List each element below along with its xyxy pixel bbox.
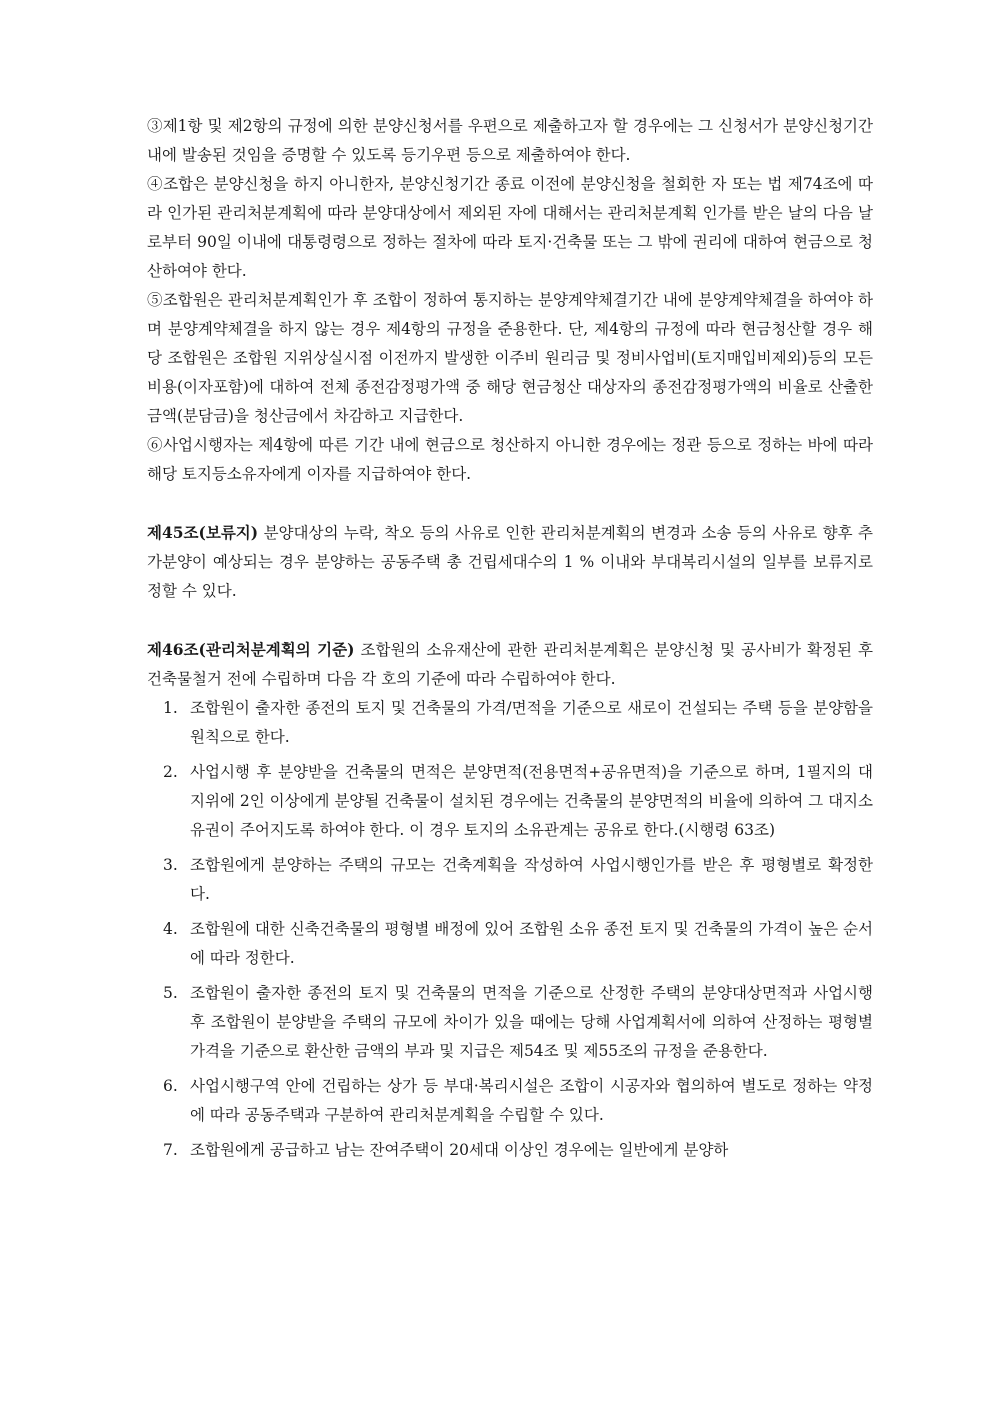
item-text: 조합원에게 분양하는 주택의 규모는 건축계획을 작성하여 사업시행인가를 받은 후 평형별로 확정한다. [190, 856, 873, 903]
article-46 [147, 635, 873, 694]
item-number: 3. [163, 856, 178, 874]
article-45 [147, 518, 873, 606]
clause-3: ③제1항 및 제2항의 규정에 의한 분양신청서를 우편으로 제출하고자 할 경우에는 그 신청서가 분양신청기간 내에 발송된 것임을 증명할 수 있도록 등기우편 등으로 제출하여야 한다. [147, 117, 873, 164]
list-item [147, 851, 873, 909]
list-item [147, 979, 873, 1066]
list-item [147, 1136, 873, 1165]
item-text: 조합원이 출자한 종전의 토지 및 건축물의 가격/면적을 기준으로 새로이 건설되는 주택 등을 분양함을 원칙으로 한다. [190, 699, 873, 746]
item-number: 7. [163, 1141, 178, 1159]
document-page [147, 112, 873, 1171]
clause-4: ④조합은 분양신청을 하지 아니한자, 분양신청기간 종료 이전에 분양신청을 철회한 자 또는 법 제74조에 따라 인가된 관리처분계획에 따라 분양대상에서 제외된 자에 대해서는 관리처분계획 인가를 받은 날의 다음 날로부터 90일 이내에 대통령령으로 정하는 절차에 따라 토지·건축물 또는 그 밖에 권리에 대하여 현금으로 청산하여야 한다. [147, 175, 873, 280]
item-text: 조합원이 출자한 종전의 토지 및 건축물의 면적을 기준으로 산정한 주택의 분양대상면적과 사업시행 후 조합원이 분양받을 주택의 규모에 차이가 있을 때에는 당해 사업계획서에 의하여 산정하는 평형별 가격을 기준으로 환산한 금액의 부과 및 지급은 제54조 및 제55조의 규정을 준용한다. [190, 984, 873, 1060]
item-number: 1. [163, 699, 178, 717]
list-item [147, 1072, 873, 1130]
clause-5: ⑤조합원은 관리처분계획인가 후 조합이 정하여 통지하는 분양계약체결기간 내에 분양계약체결을 하여야 하며 분양계약체결을 하지 않는 경우 제4항의 규정을 준용한다. 단, 제4항의 규정에 따라 현금청산할 경우 해당 조합원은 조합원 지위상실시점 이전까지 발생한 이주비 원리금 및 정비사업비(토지매입비제외)등의 모든비용(이자포함)에 대하여 전체 종전감정평가액 중 해당 현금청산 대상자의 종전감정평가액의 비율로 산출한 금액(분담금)을 청산금에서 차감하고 지급한다. [147, 291, 873, 425]
item-text: 조합원에 대한 신축건축물의 평형별 배정에 있어 조합원 소유 종전 토지 및 건축물의 가격이 높은 순서에 따라 정한다. [190, 920, 873, 967]
article-46-body: 조합원의 소유재산에 관한 관리처분계획은 분양신청 및 공사비가 확정된 후 건축물철거 전에 수립하며 다음 각 호의 기준에 따라 수립하여야 한다. [147, 641, 873, 688]
list-item [147, 915, 873, 973]
list-item [147, 758, 873, 845]
item-number: 2. [163, 763, 178, 781]
article-45-title: 제45조(보류지) [147, 523, 259, 542]
item-number: 4. [163, 920, 178, 938]
item-text: 사업시행구역 안에 건립하는 상가 등 부대·복리시설은 조합이 시공자와 협의하여 별도로 정하는 약정에 따라 공동주택과 구분하여 관리처분계획을 수립할 수 있다. [190, 1077, 873, 1124]
article-46-title: 제46조(관리처분계획의 기준) [147, 640, 355, 659]
clause-6: ⑥사업시행자는 제4항에 따른 기간 내에 현금으로 청산하지 아니한 경우에는 정관 등으로 정하는 바에 따라 해당 토지등소유자에게 이자를 지급하여야 한다. [147, 436, 873, 483]
article-46-items [147, 694, 873, 1165]
item-number: 5. [163, 984, 178, 1002]
item-text: 조합원에게 공급하고 남는 잔여주택이 20세대 이상인 경우에는 일반에게 분양하 [190, 1141, 729, 1159]
item-text: 사업시행 후 분양받을 건축물의 면적은 분양면적(전용면적+공유면적)을 기준으로 하며, 1필지의 대지위에 2인 이상에게 분양될 건축물이 설치된 경우에는 건축물의 분양면적의 비율에 의하여 그 대지소유권이 주어지도록 하여야 한다. 이 경우 토지의 소유관계는 공유로 한다.(시행령 63조) [190, 763, 873, 839]
item-number: 6. [163, 1077, 178, 1095]
article-45-body: 분양대상의 누락, 착오 등의 사유로 인한 관리처분계획의 변경과 소송 등의 사유로 향후 추가분양이 예상되는 경우 분양하는 공동주택 총 건립세대수의 1 % 이내와 부대복리시설의 일부를 보류지로 정할 수 있다. [147, 524, 873, 600]
list-item [147, 694, 873, 752]
